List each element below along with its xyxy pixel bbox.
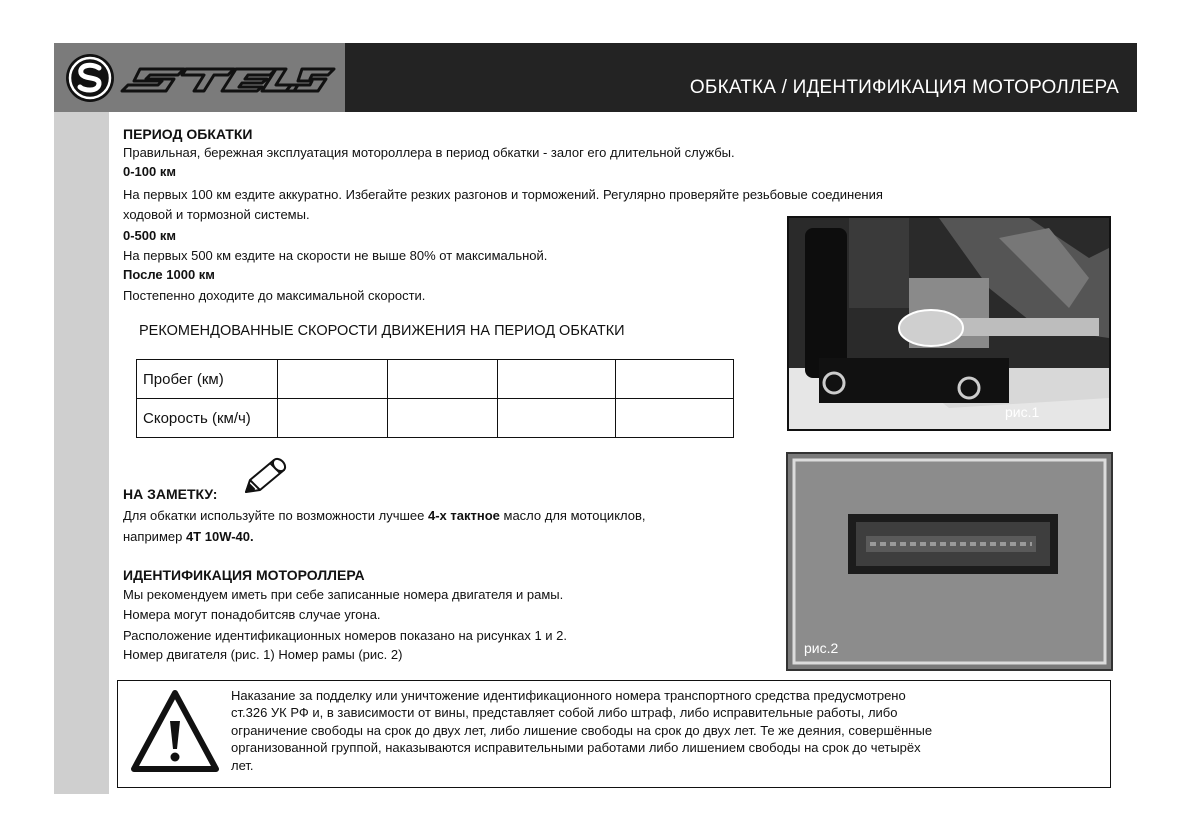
table-cell: [616, 360, 734, 399]
note-oil-type: 4-х тактное: [427, 508, 500, 523]
speed-table-heading: РЕКОМЕНДОВАННЫЕ СКОРОСТИ ДВИЖЕНИЯ НА ПЕРИОД ОБКАТКИ: [139, 323, 625, 339]
breakin-0-100-title: 0-100 км: [123, 164, 176, 179]
frame-number-illustration: [788, 454, 1111, 669]
page-title: ОБКАТКА / ИДЕНТИФИКАЦИЯ МОТОРОЛЛЕРА: [689, 77, 1119, 98]
engine-photo-illustration: [789, 218, 1109, 429]
identification-line: Номер двигателя (рис. 1) Номер рамы (рис. 2): [123, 647, 403, 662]
identification-line: Номера могут понадобитсяв случае угона.: [123, 607, 381, 622]
table-cell-label: Скорость (км/ч): [137, 399, 278, 438]
warning-line: Наказание за подделку или уничтожение идентификационного номера транспортного средства предусмотрено: [231, 688, 906, 703]
legal-warning-text: [231, 687, 1099, 774]
figure-2-photo: [786, 452, 1113, 671]
note-text: Для обкатки используйте по возможности лучшее: [123, 508, 428, 523]
breakin-0-100-line1: На первых 100 км ездите аккуратно. Избегайте резких разгонов и торможений. Регулярно проверяйте резьбовые соединения: [123, 187, 883, 202]
table-cell: [616, 399, 734, 438]
breakin-0-500-text: На первых 500 км ездите на скорости не выше 80% от максимальной.: [123, 248, 548, 263]
header-title-bar: [345, 43, 1137, 112]
table-cell: [388, 360, 498, 399]
warning-line: ограничение свободы на срок до двух лет, либо лишение свободы на срок до двух лет. Те же деяния, совершённые: [231, 722, 933, 738]
note-text: масло для мотоциклов,: [499, 508, 646, 523]
warning-triangle-icon: [130, 687, 220, 780]
note-line2: [123, 529, 254, 545]
breakin-0-100-line2: ходовой и тормозной системы.: [123, 207, 310, 222]
note-oil-grade: 4T 10W-40.: [185, 529, 254, 544]
note-text: например: [123, 529, 186, 544]
warning-line: ст.326 УК РФ и, в зависимости от вины, представляет собой либо штраф, либо исправительные работы, либо: [231, 705, 898, 721]
figure-1-caption: рис.1: [1005, 404, 1040, 420]
legal-warning-box: [117, 680, 1111, 788]
breakin-intro: Правильная, бережная эксплуатация мотороллера в период обкатки - залог его длительной службы.: [123, 145, 735, 160]
table-cell: [388, 399, 498, 438]
stels-logo-icon: [62, 51, 337, 108]
table-row: [137, 399, 734, 438]
speed-table: [136, 359, 734, 438]
table-cell: [498, 360, 616, 399]
breakin-1000-text: Постепенно доходите до максимальной скорости.: [123, 288, 426, 303]
note-heading: НА ЗАМЕТКУ:: [123, 486, 218, 502]
table-cell: [498, 399, 616, 438]
identification-heading: ИДЕНТИФИКАЦИЯ МОТОРОЛЛЕРА: [123, 567, 365, 583]
breakin-0-500-title: 0-500 км: [123, 228, 176, 243]
header-logo-area: [54, 43, 345, 112]
table-cell-label: Пробег (км): [137, 360, 278, 399]
page-sidebar-strip: [54, 43, 109, 794]
table-row: [137, 360, 734, 399]
identification-line: Расположение идентификационных номеров показано на рисунках 1 и 2.: [123, 628, 568, 643]
identification-line: Мы рекомендуем иметь при себе записанные номера двигателя и рамы.: [123, 587, 564, 602]
breakin-1000-title: После 1000 км: [123, 267, 215, 282]
figure-1-photo: [787, 216, 1111, 431]
warning-line: организованной группой, наказываются исправительными работами либо лишением свободы на срок до четырёх: [231, 740, 921, 756]
pencil-icon: [240, 454, 292, 503]
table-cell: [278, 399, 388, 438]
table-cell: [278, 360, 388, 399]
figure-2-caption: рис.2: [804, 640, 839, 656]
warning-line: лет.: [231, 757, 254, 773]
breakin-heading: ПЕРИОД ОБКАТКИ: [123, 126, 253, 142]
note-line1: [123, 508, 646, 524]
